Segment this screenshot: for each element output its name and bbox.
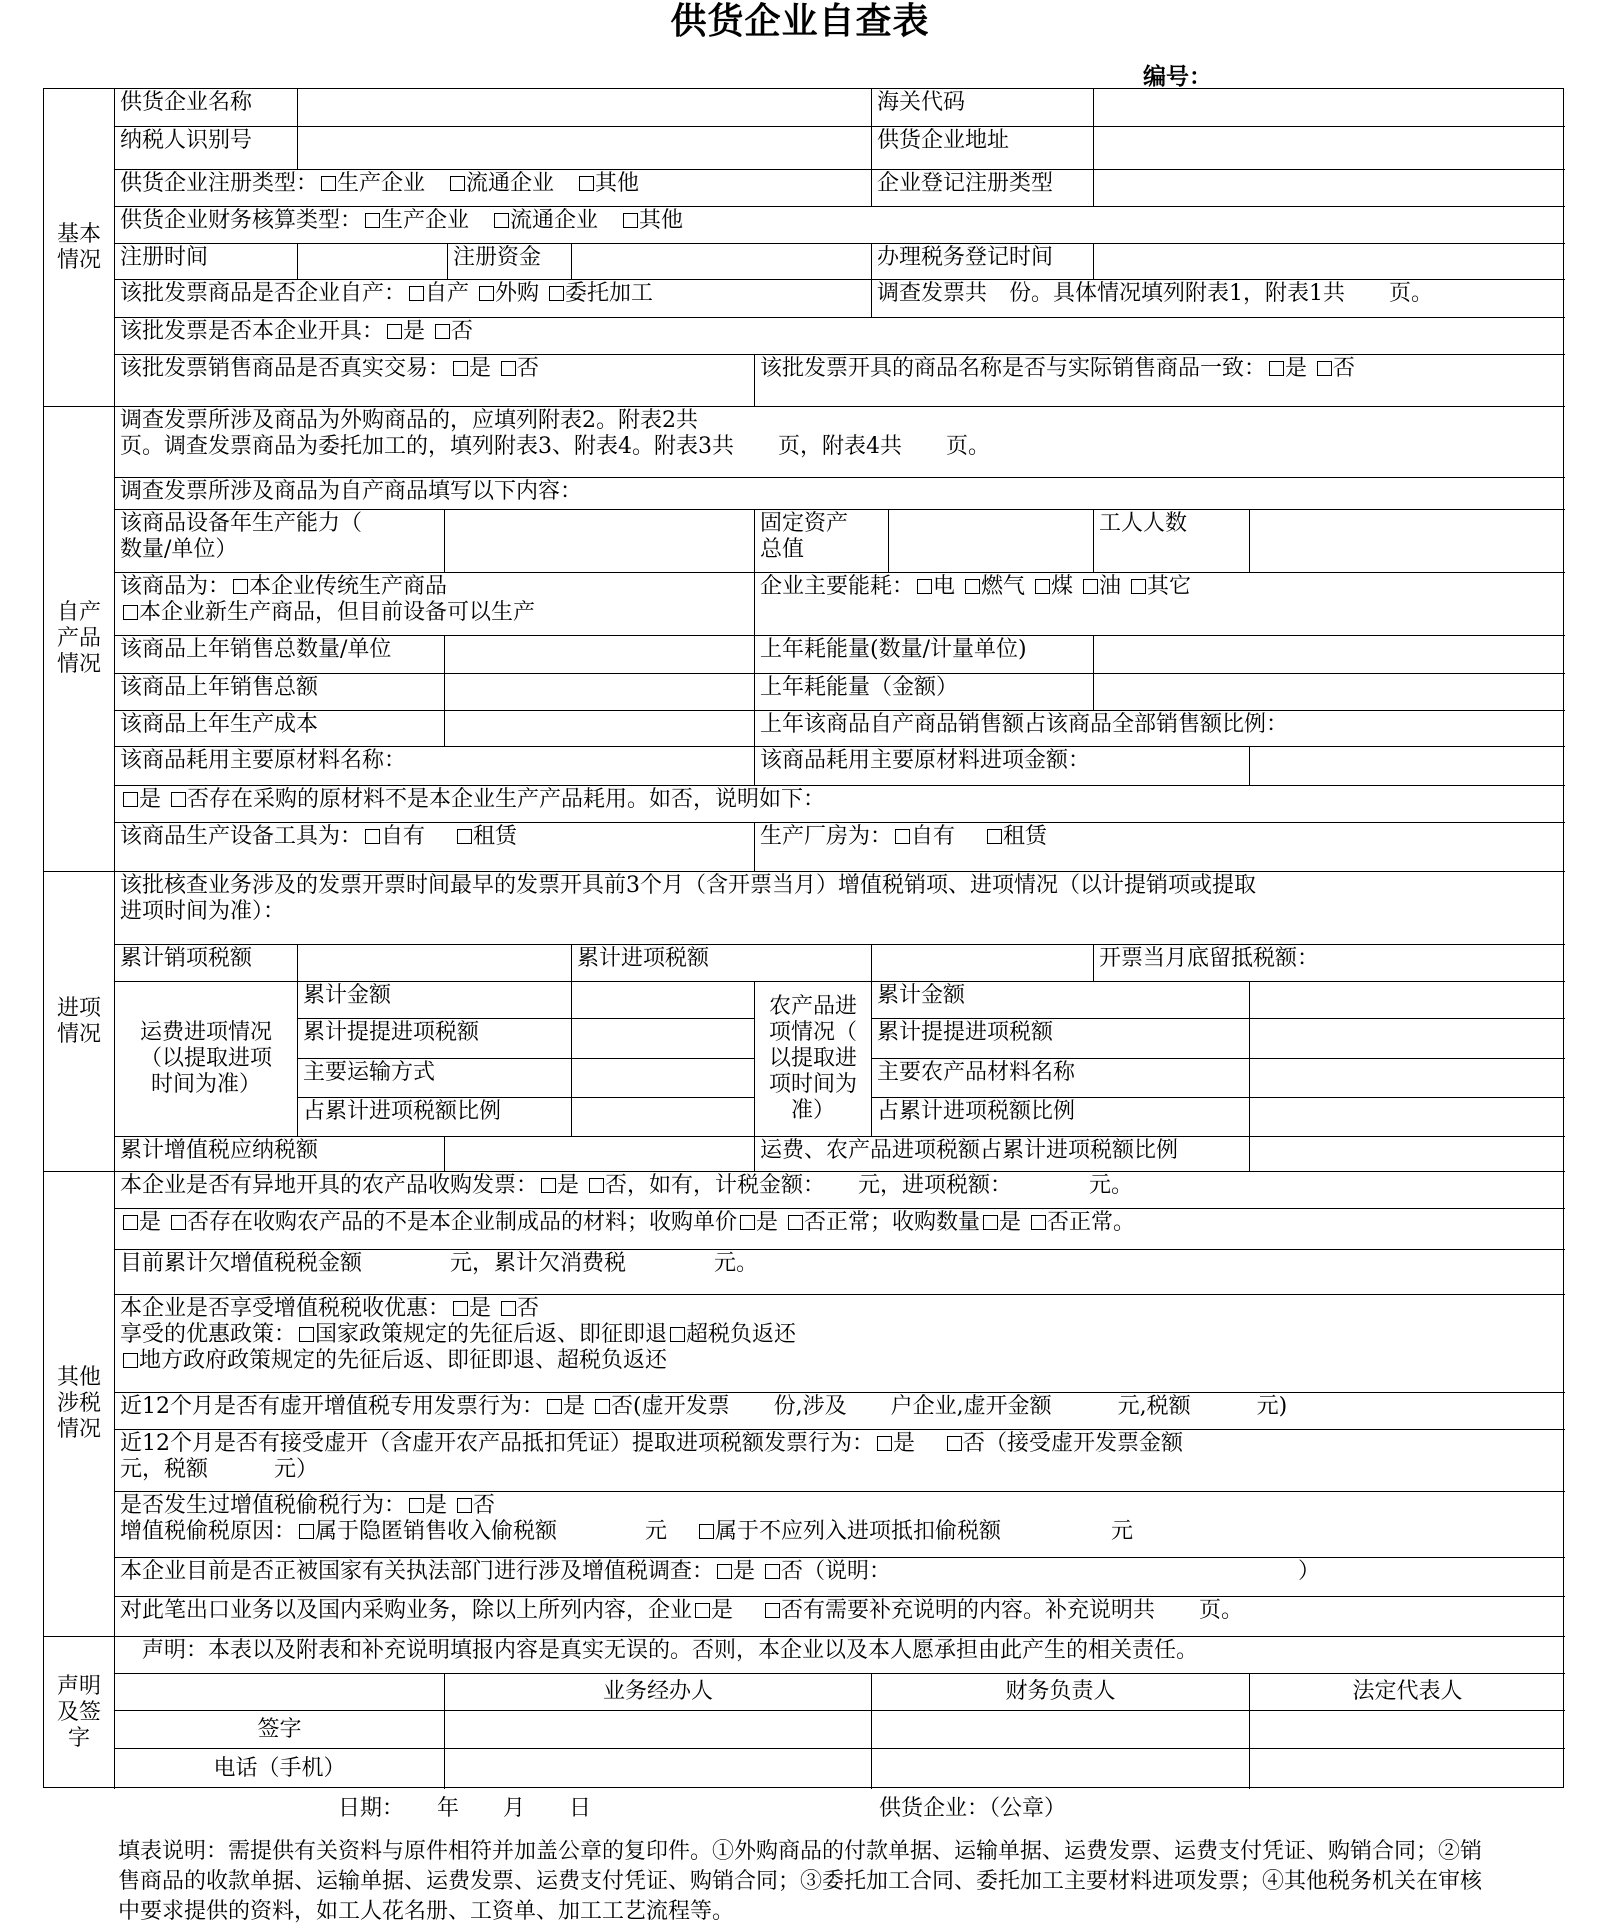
cell-text-line: 电话（手机） [213,1756,346,1781]
cell-text-line: 及签 [56,1700,101,1725]
supplier-seal-field: 供货企业：（公章） [879,1796,1067,1821]
checkbox[interactable] [717,1564,732,1579]
cell-text-line: 时间为准） [150,1072,261,1097]
i1 [114,871,1565,944]
checkbox[interactable] [457,1498,472,1513]
checkbox[interactable] [1083,579,1098,594]
i5-b[interactable] [571,1058,754,1097]
cell-text-line: 累计提提进项税额 [877,1020,1054,1045]
cell-text-line: 享受的优惠政策： 国家政策规定的先征后返、即征即退 超税负返还 [120,1322,797,1347]
checkbox[interactable] [457,829,472,844]
cell-text-line: 元，税额 元） [120,1457,319,1482]
cell-text-line: 调查发票共 份。具体情况填列附表1，附表1共 页。 [877,281,1433,306]
r2-a [114,126,297,169]
cell-text-line: 累计进项税额 [577,946,710,971]
cell-text-line: 上年耗能量(数量/计量单位) [760,637,1027,662]
i6-b[interactable] [571,1097,754,1136]
checkbox[interactable] [1269,361,1284,376]
o7 [114,1491,1565,1557]
i2-c [571,944,871,981]
cell-text-line: 运费、农产品进项税额占累计进项税额比例 [760,1138,1179,1163]
cell-text-line: 工人人数 [1099,511,1188,536]
i7-c [754,1136,1249,1171]
cell-text-line: 声明 [56,1674,101,1699]
cell-text-line: 固定资产 [760,511,849,536]
self-section-label [44,406,114,871]
cell-text-line: 累计金额 [303,983,392,1008]
cell-text-line: 产品 [56,626,101,651]
checkbox[interactable] [409,286,424,301]
checkbox[interactable] [365,213,380,228]
i4-d [871,1018,1249,1058]
r5-c [447,243,571,279]
cell-text-line: 进项 [56,995,101,1021]
checkbox[interactable] [579,176,594,191]
d4-c[interactable] [871,1748,1249,1789]
r1-d[interactable] [1093,89,1565,126]
s3-f[interactable] [1249,509,1565,572]
cell-text-line: 调查发票所涉及商品为外购商品的，应填列附表2。附表2共 [120,408,698,433]
checkbox[interactable] [299,1327,314,1342]
s5-c [754,635,1093,673]
i6-a [297,1097,571,1136]
cell-text-line: 累计销项税额 [120,946,253,971]
decl-section-label [44,1636,114,1789]
cell-text-line: 是否发生过增值税偷税行为： 是 否 [120,1493,496,1518]
checkbox[interactable] [365,829,380,844]
cell-text-line: 注册时间 [120,245,209,270]
checkbox[interactable] [299,1524,314,1539]
self-check-form [43,88,1564,1788]
checkbox[interactable] [501,361,516,376]
checkbox[interactable] [171,792,186,807]
cell-text-line: 海关代码 [877,90,966,115]
cell-text-line: 该商品生产设备工具为： 自有 租赁 [120,824,518,849]
r6-b [871,279,1565,317]
d3-b[interactable] [444,1710,871,1748]
checkbox[interactable] [123,605,138,620]
cell-text-line: 农产品进 [768,994,857,1019]
d3-c[interactable] [871,1710,1249,1748]
checkbox[interactable] [699,1524,714,1539]
cell-text-line: 纳税人识别号 [120,128,253,153]
cell-text-line: 情况 [56,652,101,677]
cell-text-line: 项时间为 [768,1072,857,1097]
s10-b [754,822,1565,871]
r8-b [754,354,1565,406]
cell-text-line: 该商品上年销售总数量/单位 [120,637,392,662]
i3-c [754,981,871,1136]
cell-text-line: 生产厂房为： 自有 租赁 [760,824,1048,849]
checkbox[interactable] [171,1215,186,1230]
r1-a [114,89,297,126]
cell-text-line: 供货企业名称 [120,90,253,115]
d3-d[interactable] [1249,1710,1565,1748]
cell-text-line: 近12个月是否有虚开增值税专用发票行为： 是 否(虚开发票 份,涉及 户企业,虚开金额 元,税额 元) [120,1394,1288,1419]
s7-c [754,710,1565,746]
s8-a [114,746,754,785]
r8-a [114,354,754,406]
cell-text-line: 该批发票是否本企业开具： 是 否 [120,319,474,344]
cell-text-line: 该商品为： 本企业传统生产商品 [120,574,448,599]
s6-d[interactable] [1093,673,1565,710]
input-section-label [44,871,114,1171]
i7-a [114,1136,444,1171]
r5-b[interactable] [297,243,447,279]
checkbox[interactable] [387,324,402,339]
checkbox[interactable] [623,213,638,228]
other-section-label [44,1171,114,1636]
cell-text-line: 该商品设备年生产能力（ [120,511,363,536]
cell-text-line: 项情况（ [768,1020,857,1045]
checkbox[interactable] [983,1215,998,1230]
cell-text-line: 本企业新生产商品，但目前设备可以生产 [120,600,749,626]
i5-a [297,1058,571,1097]
checkbox[interactable] [917,579,932,594]
r2-d[interactable] [1093,126,1565,169]
s7-a [114,710,444,746]
r3-d[interactable] [1093,169,1565,206]
o3 [114,1249,1565,1294]
s1 [114,406,1565,477]
d4-a [114,1748,444,1789]
checkbox[interactable] [695,1603,710,1618]
s4-a [114,572,754,635]
cell-text-line: 法定代表人 [1352,1679,1463,1704]
checkbox[interactable] [123,1215,138,1230]
checkbox[interactable] [1031,1215,1046,1230]
i6-d [871,1097,1249,1136]
checkbox[interactable] [547,1399,562,1414]
i5-d [871,1058,1249,1097]
cell-text-line: 累计金额 [877,983,966,1008]
cell-text-line: 主要农产品材料名称 [877,1060,1076,1085]
cell-text-line: 企业主要能耗： 电 燃气 煤 油 其它 [760,574,1192,599]
s3-d[interactable] [888,509,1093,572]
r3-a [114,169,871,206]
checkbox[interactable] [788,1215,803,1230]
s6-b[interactable] [444,673,754,710]
checkbox[interactable] [589,1178,604,1193]
i4-a [297,1018,571,1058]
cell-text-line: 供货企业注册类型： 生产企业 流通企业 其他 [120,171,640,196]
r5-f[interactable] [1093,243,1565,279]
d2-c [871,1673,1249,1710]
cell-text-line: 该批发票销售商品是否真实交易： 是 否 [120,356,540,381]
o8 [114,1557,1565,1596]
s10-a [114,822,754,871]
s4-b [754,572,1565,635]
checkbox[interactable] [740,1215,755,1230]
r5-d[interactable] [571,243,871,279]
s3-c [754,509,888,572]
cell-text-line: 业务经办人 [602,1679,713,1704]
r4-a [114,206,1565,243]
i2-d[interactable] [871,944,1093,981]
o9 [114,1596,1565,1636]
cell-text-line: 该商品上年销售总额 [120,675,319,700]
d2-b [444,1673,871,1710]
cell-text-line: 基本 [56,221,101,247]
d1 [114,1636,1565,1673]
cell-text-line: 主要运输方式 [303,1060,436,1085]
cell-text-line: 近12个月是否有接受虚开（含虚开农产品抵扣凭证）提取进项税额发票行为： 是 否（接受虚开发票金额 [120,1431,1184,1456]
o1 [114,1171,1565,1208]
cell-text-line: 总值 [760,537,805,562]
cell-text-line: 数量/单位） [120,537,238,562]
cell-text-line: 本企业目前是否正被国家有关执法部门进行涉及增值税调查： 是 否（说明： ） [120,1559,1321,1584]
checkbox[interactable] [541,1178,556,1193]
cell-text-line: 财务负责人 [1005,1679,1116,1704]
o2 [114,1208,1565,1249]
cell-text-line: 占累计进项税额比例 [877,1099,1076,1124]
checkbox[interactable] [1131,579,1146,594]
cell-text-line: 情况 [56,1417,101,1442]
s6-c [754,673,1093,710]
i2-a [114,944,297,981]
cell-text-line: 供货企业地址 [877,128,1010,153]
page-title: 供货企业自查表 [670,1,930,42]
cell-text-line: 本企业是否享受增值税税收优惠： 是 否 [120,1296,540,1321]
checkbox[interactable] [233,579,248,594]
i2-e [1093,944,1565,981]
checkbox[interactable] [494,213,509,228]
checkbox[interactable] [670,1327,685,1342]
checkbox[interactable] [965,579,980,594]
o5 [114,1392,1565,1429]
r2-c [871,126,1093,169]
i4-e[interactable] [1249,1018,1565,1058]
i3-d [871,981,1249,1018]
o6 [114,1429,1565,1491]
cell-text-line: 该商品耗用主要原材料进项金额： [760,748,1091,773]
checkbox[interactable] [947,1436,962,1451]
checkbox[interactable] [895,829,910,844]
i3-a [297,981,571,1018]
cell-text-line: 累计提提进项税额 [303,1020,480,1045]
cell-text-line: 累计增值税应纳税额 [120,1138,319,1163]
s3-b[interactable] [444,509,754,572]
cell-text-line: 调查发票所涉及商品为自产商品填写以下内容： [120,479,583,504]
cell-text-line: 进项时间为准）： [120,899,286,924]
i6-e[interactable] [1249,1097,1565,1136]
cell-text-line: 签字 [257,1716,302,1742]
cell-text-line: 本企业是否有异地开具的农产品收购发票： 是 否，如有，计税金额： 元，进项税额： 元。 [120,1173,1134,1198]
d4-b[interactable] [444,1748,871,1789]
cell-text-line: 该批核查业务涉及的发票开票时间最早的发票开具前3个月（含开票当月）增值税销项、进项情况（以计提销项或提取 [120,873,1257,898]
date-field: 日期： 年 月 日 [338,1796,592,1821]
i7-d[interactable] [1249,1136,1565,1171]
checkbox[interactable] [1035,579,1050,594]
cell-text-line: 该商品上年生产成本 [120,712,319,737]
cell-text-line: 运费进项情况 [139,1020,272,1045]
cell-text-line: 以提取进 [768,1046,857,1071]
checkbox[interactable] [549,286,564,301]
r2-b[interactable] [297,126,871,169]
s5-b[interactable] [444,635,754,673]
cell-text-line: 注册资金 [453,245,542,270]
cell-text-line: 情况 [56,1021,101,1047]
basic-section-label [44,89,114,406]
s8-b [754,746,1249,785]
checkbox[interactable] [479,286,494,301]
checkbox[interactable] [595,1399,610,1414]
s3-a [114,509,444,572]
cell-text-line: 上年耗能量（金额） [760,675,959,700]
cell-text-line: （以提取进项 [139,1046,272,1071]
d3-a [114,1710,444,1748]
cell-text-line: 供货企业财务核算类型： 生产企业 流通企业 其他 [120,208,684,233]
cell-text-line: 占累计进项税额比例 [303,1099,502,1124]
checkbox[interactable] [765,1564,780,1579]
d4-d[interactable] [1249,1748,1565,1789]
cell-text-line: 增值税偷税原因： 属于隐匿销售收入偷税额 元 属于不应列入进项抵扣偷税额 元 [120,1519,1134,1544]
cell-text-line: 目前累计欠增值税税金额 元，累计欠消费税 元。 [120,1251,759,1276]
checkbox[interactable] [453,1301,468,1316]
cell-text-line: 上年该商品自产商品销售额占该商品全部销售额比例： [760,712,1289,737]
o4 [114,1294,1565,1392]
r7-a [114,317,1565,354]
i4-b[interactable] [571,1018,754,1058]
checkbox[interactable] [321,176,336,191]
checkbox[interactable] [450,176,465,191]
checkbox[interactable] [987,829,1002,844]
cell-text-line: 其他 [56,1365,101,1390]
checkbox[interactable] [501,1301,516,1316]
r1-c [871,89,1093,126]
s8-c[interactable] [1249,746,1565,785]
cell-text-line: 是 否存在收购农产品的不是本企业制成品的材料；收购单价 是 否正常；收购数量 是 否正常。 [120,1210,1560,1236]
r1-b[interactable] [297,89,871,126]
s6-a [114,673,444,710]
checkbox[interactable] [765,1603,780,1618]
cell-text-line: 页。调查发票商品为委托加工的，填列附表3、附表4。附表3共 页，附表4共 页。 [120,434,990,459]
i3-b[interactable] [571,981,754,1018]
checkbox[interactable] [877,1436,892,1451]
s9 [114,785,1565,822]
cell-text-line: 对此笔出口业务以及国内采购业务，除以上所列内容，企业 是 否有需要补充说明的内容。补充说明共 页。 [120,1598,1244,1623]
r5-e [871,243,1093,279]
checkbox[interactable] [409,1498,424,1513]
i5-e[interactable] [1249,1058,1565,1097]
checkbox[interactable] [123,792,138,807]
r3-c [871,169,1093,206]
i7-b[interactable] [444,1136,754,1171]
r5-a [114,243,297,279]
cell-text-line: 该批发票开具的商品名称是否与实际销售商品一致： 是 否 [760,356,1356,381]
d2-a[interactable] [114,1673,444,1710]
cell-text-line: 该商品耗用主要原材料名称： [120,748,407,773]
i3-e[interactable] [1249,981,1565,1018]
cell-text-line: 声明：本表以及附表和补充说明填报内容是真实无误的。否则，本企业以及本人愿承担由此产生的相关责任。 [120,1638,1199,1663]
s7-b[interactable] [444,710,754,746]
cell-text-line: 字 [67,1726,90,1751]
checkbox[interactable] [1317,361,1332,376]
d2-d [1249,1673,1565,1710]
cell-text-line: 准） [790,1098,835,1123]
cell-text-line: 情况 [56,247,101,273]
cell-text-line: 企业登记注册类型 [877,171,1054,196]
s5-a [114,635,444,673]
cell-text-line: 地方政府政策规定的先征后返、即征即退、超税负返还 [120,1348,1560,1374]
cell-text-line: 是 否存在采购的原材料不是本企业生产产品耗用。如否，说明如下： [120,787,1560,813]
checkbox[interactable] [123,1353,138,1368]
cell-text-line: 自产 [56,600,101,625]
cell-text-line: 该批发票商品是否企业自产： 自产 外购 委托加工 [120,281,654,306]
cell-text-line: 开票当月底留抵税额： [1099,946,1320,971]
checkbox[interactable] [453,361,468,376]
cell-text-line: 办理税务登记时间 [877,245,1054,270]
i2-b[interactable] [297,944,571,981]
r6-a [114,279,871,317]
s5-d[interactable] [1093,635,1565,673]
i3-label [114,981,297,1136]
s2 [114,477,1565,509]
checkbox[interactable] [435,324,450,339]
cell-text-line: 涉税 [56,1391,101,1416]
instructions-note: 填表说明：需提供有关资料与原件相符并加盖公章的复印件。①外购商品的付款单据、运输单据、运费发票、运费支付凭证、购销合同；②销售商品的收款单据、运输单据、运费发票、运费支付凭证、购销合同；③委托加工合同、委托加工主要材料进项发票；④其他税务机关在审核中要求提供的资料，如工人花名册、工资单、加工工艺流程等。 [118,1839,1483,1924]
s3-e [1093,509,1249,572]
form-number-label: 编号： [1143,64,1212,90]
